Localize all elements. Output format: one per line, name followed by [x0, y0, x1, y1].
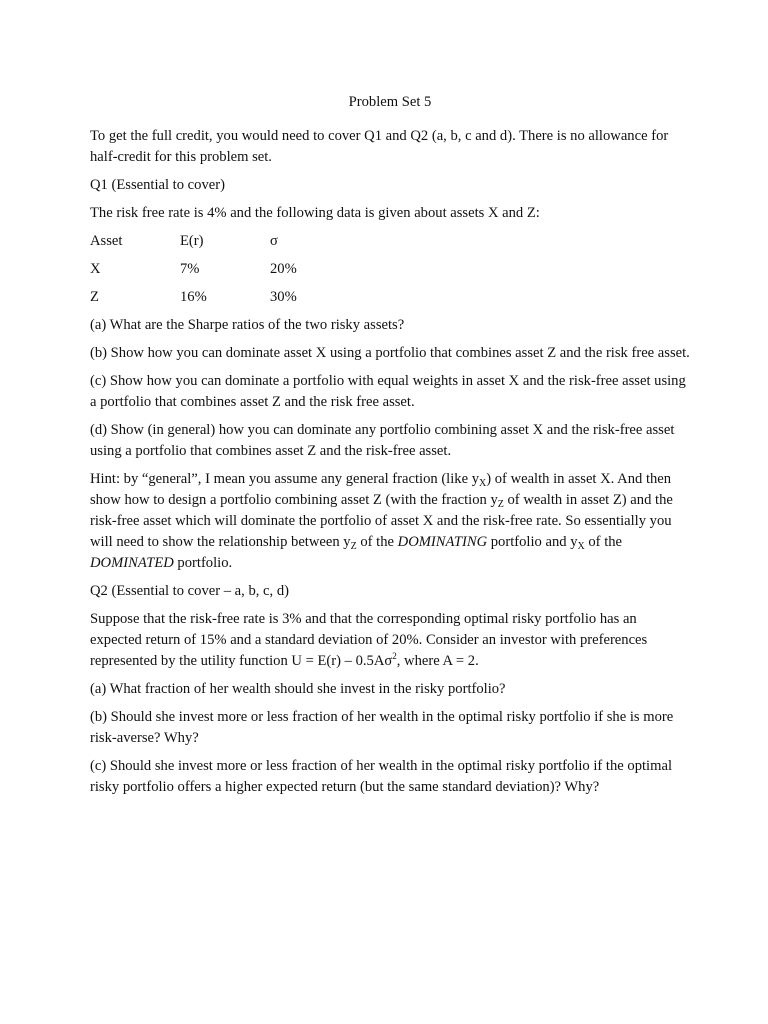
q2-lead-superscript: 2	[392, 651, 397, 661]
hint-text: ) of wealth in asset X. And then show how to design a portfolio combining asset Z (with the fraction y	[90, 471, 672, 508]
q2-part-a: (a) What fraction of her wealth should she invest in the risky portfolio?	[90, 681, 506, 697]
hint-subscript: Z	[497, 499, 504, 510]
q2-heading: Q2 (Essential to cover – a, b, c, d)	[90, 583, 289, 599]
table-header-sigma: σ	[270, 233, 278, 249]
table-cell: 30%	[270, 289, 297, 305]
hint-text: portfolio.	[173, 555, 233, 571]
q2-lead-text: Suppose that the risk-free rate is 3% and that the corresponding optimal risky portfolio has an expected return of 15% and a standard deviation of 20%. Consider an investor with preferences represented by the utility function U = E(r) – 0.5Aσ	[90, 611, 648, 669]
hint-subscript: X	[577, 541, 585, 552]
q1-part-a: (a) What are the Sharpe ratios of the two risky assets?	[90, 317, 405, 333]
table-row	[90, 287, 690, 308]
hint-emphasis: DOMINATING	[397, 534, 488, 550]
q1-part-b: (b) Show how you can dominate asset X using a portfolio that combines asset Z and the risk free asset.	[90, 345, 690, 361]
q1-part-d: (d) Show (in general) how you can dominate any portfolio combining asset X and the risk-free asset using a portfolio that combines asset Z and the risk-free asset.	[90, 422, 675, 459]
hint-emphasis: DOMINATED	[90, 555, 174, 571]
hint-text: Hint: by “general”, I mean you assume any general fraction (like y	[90, 471, 480, 487]
q2-part-c: (c) Should she invest more or less fraction of her wealth in the optimal risky portfolio if the optimal risky portfolio offers a higher expected return (but the same standard deviation)? Why?	[90, 758, 672, 795]
table-header-row	[90, 231, 690, 252]
table-header-asset: Asset	[90, 233, 123, 249]
hint-text: of the	[584, 534, 623, 550]
page-title: Problem Set 5	[348, 94, 432, 110]
table-cell: 16%	[180, 289, 207, 305]
intro-paragraph: To get the full credit, you would need to cover Q1 and Q2 (a, b, c and d). There is no allowance for half-credit for this problem set.	[90, 128, 669, 165]
asset-table	[90, 231, 690, 308]
table-header-expected-return: E(r)	[180, 233, 204, 249]
document-page	[90, 92, 690, 805]
table-cell: Z	[90, 289, 99, 305]
q2-lead	[90, 609, 690, 672]
q1-lead: The risk free rate is 4% and the following data is given about assets X and Z:	[90, 205, 540, 221]
q2-part-b: (b) Should she invest more or less fraction of her wealth in the optimal risky portfolio if she is more risk-averse? Why?	[90, 709, 674, 746]
q1-hint	[90, 469, 690, 574]
table-cell: X	[90, 261, 101, 277]
hint-text: of wealth in asset Z) and the risk-free asset which will dominate the portfolio of asset X and the risk-free rate. So essentially you will need to show the relationship between y	[90, 492, 673, 550]
table-row	[90, 259, 690, 280]
hint-text: portfolio and y	[487, 534, 578, 550]
hint-subscript: Z	[350, 541, 357, 552]
hint-text: of the	[356, 534, 398, 550]
q2-lead-text: , where A = 2.	[396, 653, 479, 669]
table-cell: 7%	[180, 261, 200, 277]
table-cell: 20%	[270, 261, 297, 277]
q1-heading: Q1 (Essential to cover)	[90, 177, 225, 193]
hint-subscript: X	[479, 478, 487, 489]
q1-part-c: (c) Show how you can dominate a portfolio with equal weights in asset X and the risk-free asset using a portfolio that combines asset Z and the risk free asset.	[90, 373, 686, 410]
